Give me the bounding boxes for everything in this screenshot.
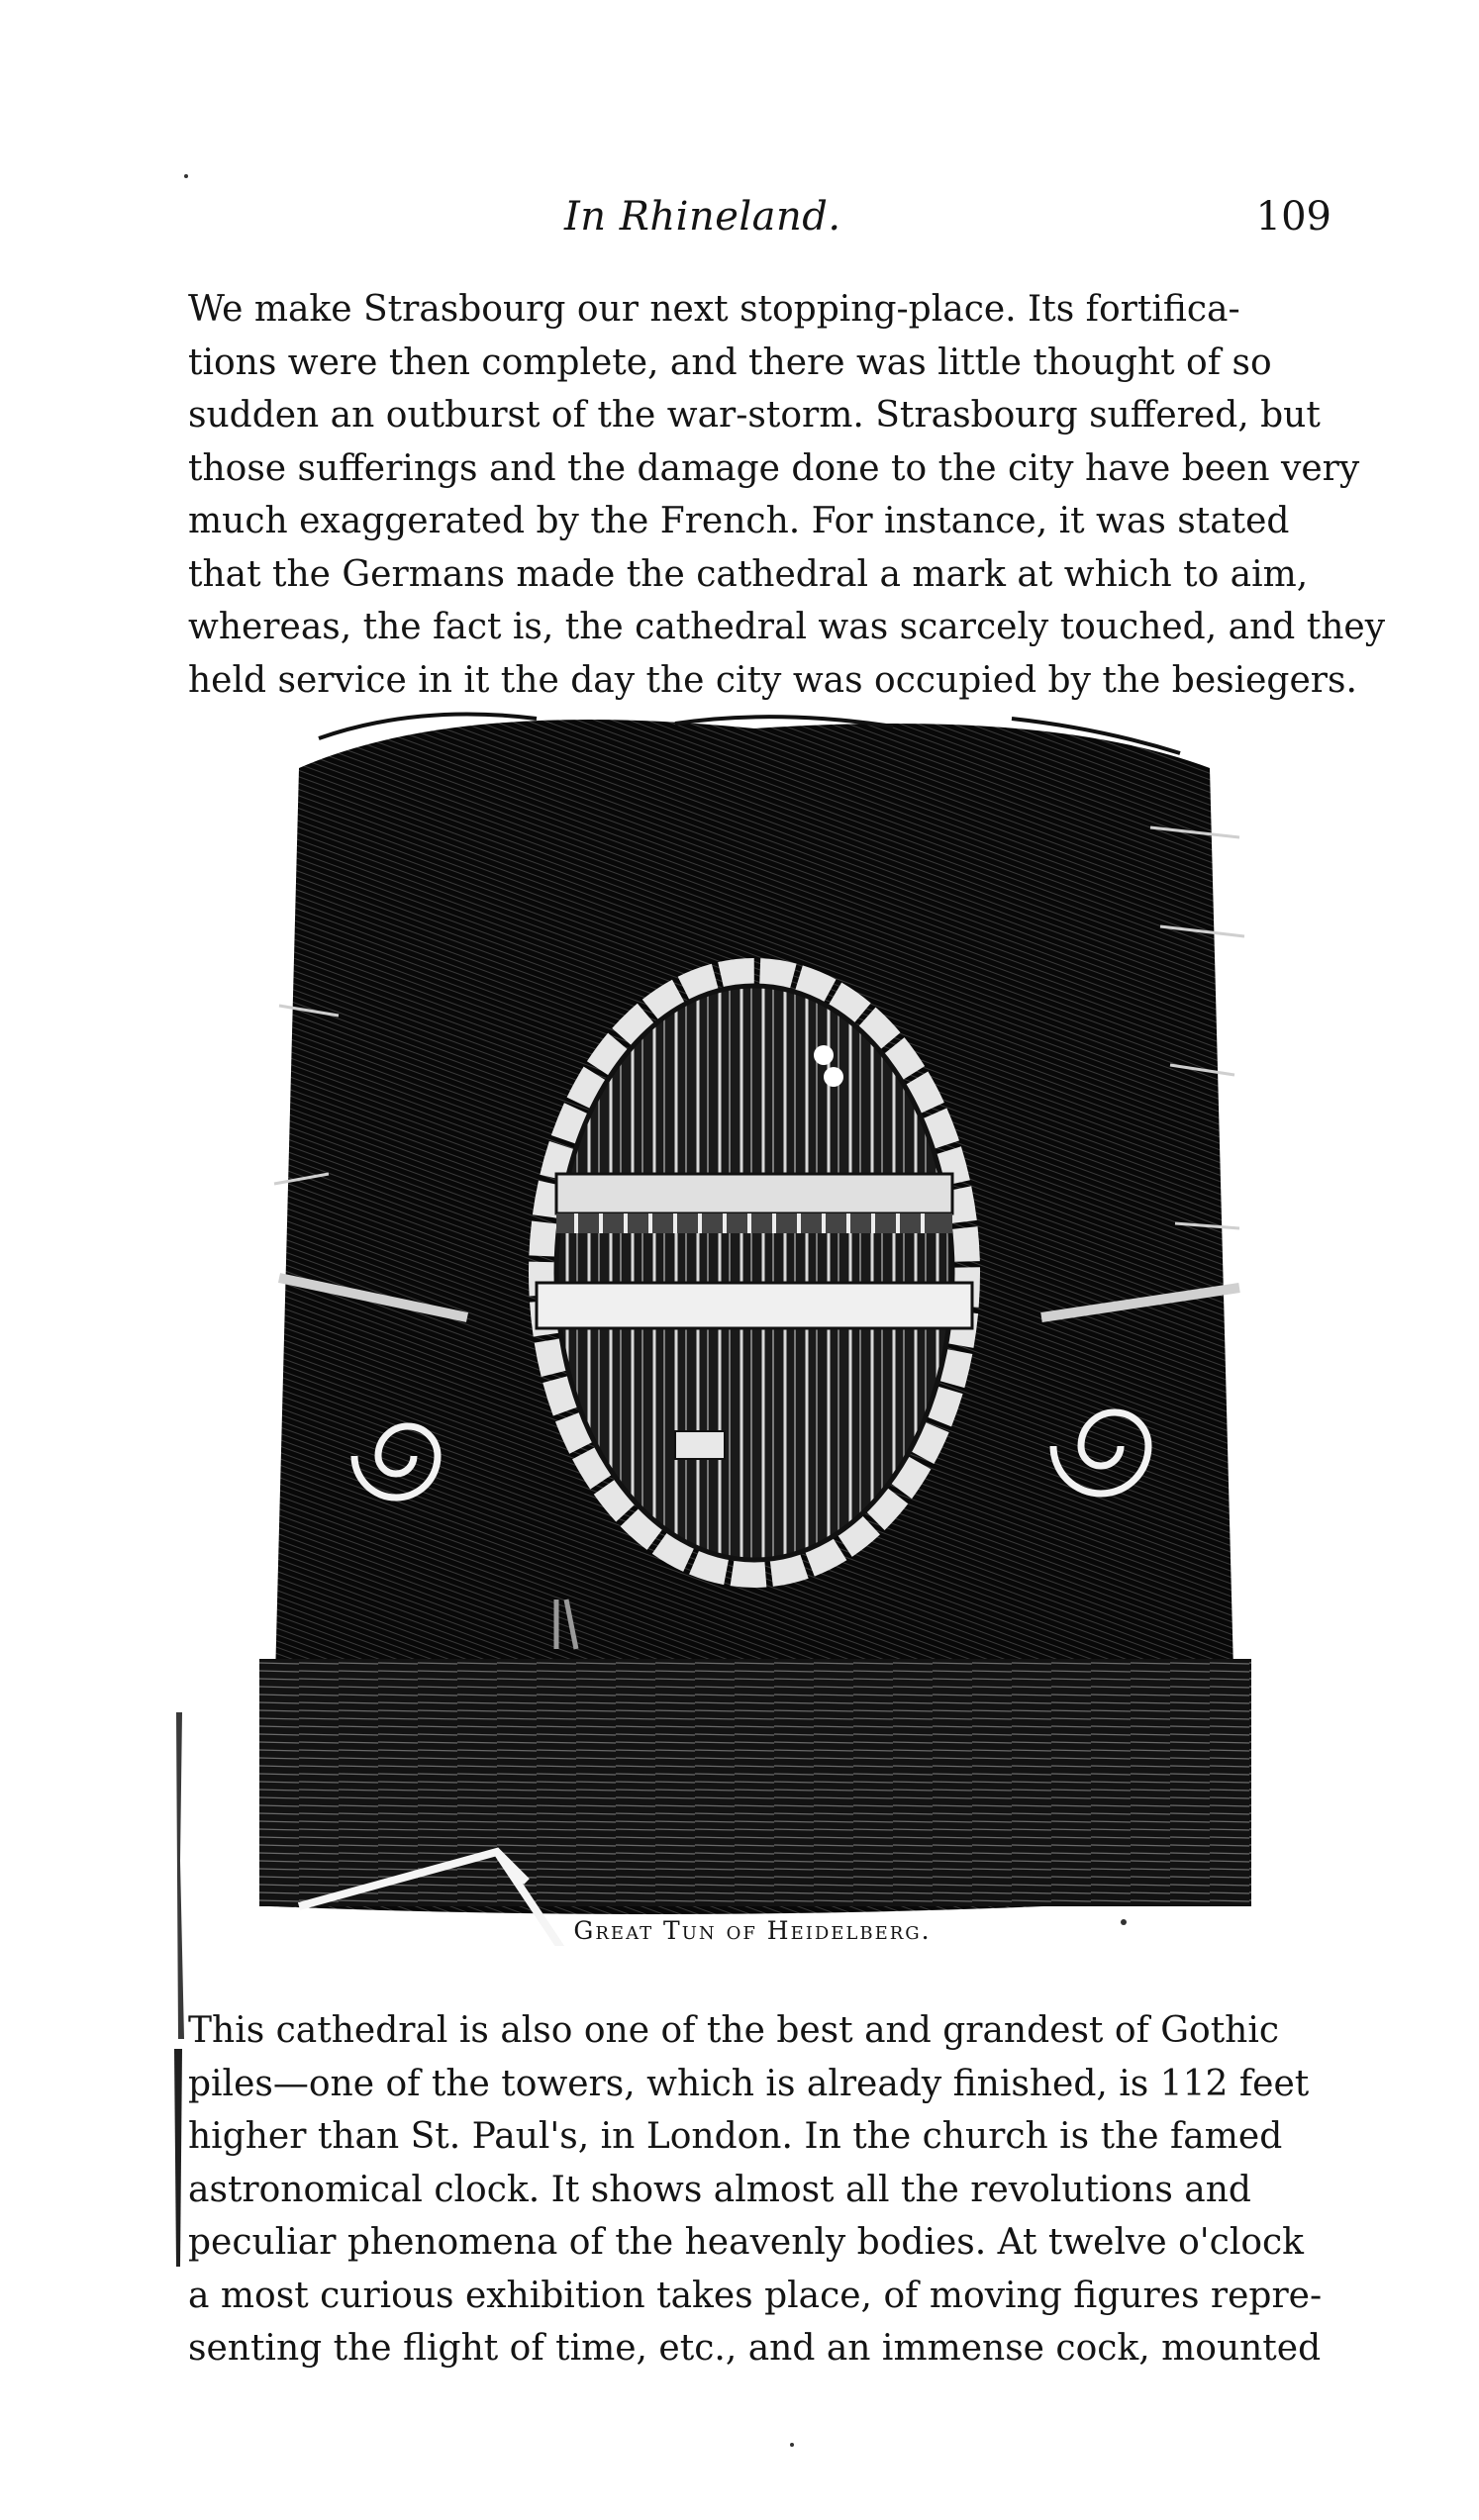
text-line: senting the flight of time, etc., and an immense cock, mounted [188, 2328, 1322, 2369]
page-number: 109 [1255, 194, 1331, 240]
text-line: peculiar phenomena of the heavenly bodies. At twelve o'clock [188, 2222, 1304, 2263]
text-line: piles—one of the towers, which is already finished, is 112 feet [188, 2063, 1310, 2104]
running-header [188, 194, 1331, 247]
great-tun-engraving [259, 709, 1251, 1946]
text-line: astronomical clock. It shows almost all the revolutions and [188, 2169, 1251, 2210]
text-line: a most curious exhibition takes place, of moving figures repre- [188, 2275, 1323, 2316]
text-line: This cathedral is also one of the best and grandest of Gothic [188, 2010, 1280, 2051]
text-line: sudden an outburst of the war-storm. Strasbourg suffered, but [188, 395, 1321, 436]
binding-edge-mark [168, 1712, 190, 2405]
text-line: We make Strasbourg our next stopping-place. Its fortifica- [188, 289, 1240, 330]
text-line: higher than St. Paul's, in London. In the church is the famed [188, 2116, 1283, 2157]
text-line: whereas, the fact is, the cathedral was scarcely touched, and they [188, 607, 1386, 647]
text-line: much exaggerated by the French. For instance, it was stated [188, 501, 1290, 541]
text-line: held service in it the day the city was occupied by the besiegers. [188, 659, 1357, 701]
paragraph-strasbourg [188, 283, 1386, 707]
illustration-caption: Great Tun of Heidelberg. [573, 1916, 932, 1945]
running-title: In Rhineland. [564, 194, 841, 240]
text-line: that the Germans made the cathedral a mark at which to aim, [188, 553, 1309, 595]
text-line: tions were then complete, and there was little thought of so [188, 341, 1272, 383]
paragraph-cathedral [188, 2004, 1327, 2375]
text-line: those sufferings and the damage done to the city have been very [188, 447, 1360, 489]
